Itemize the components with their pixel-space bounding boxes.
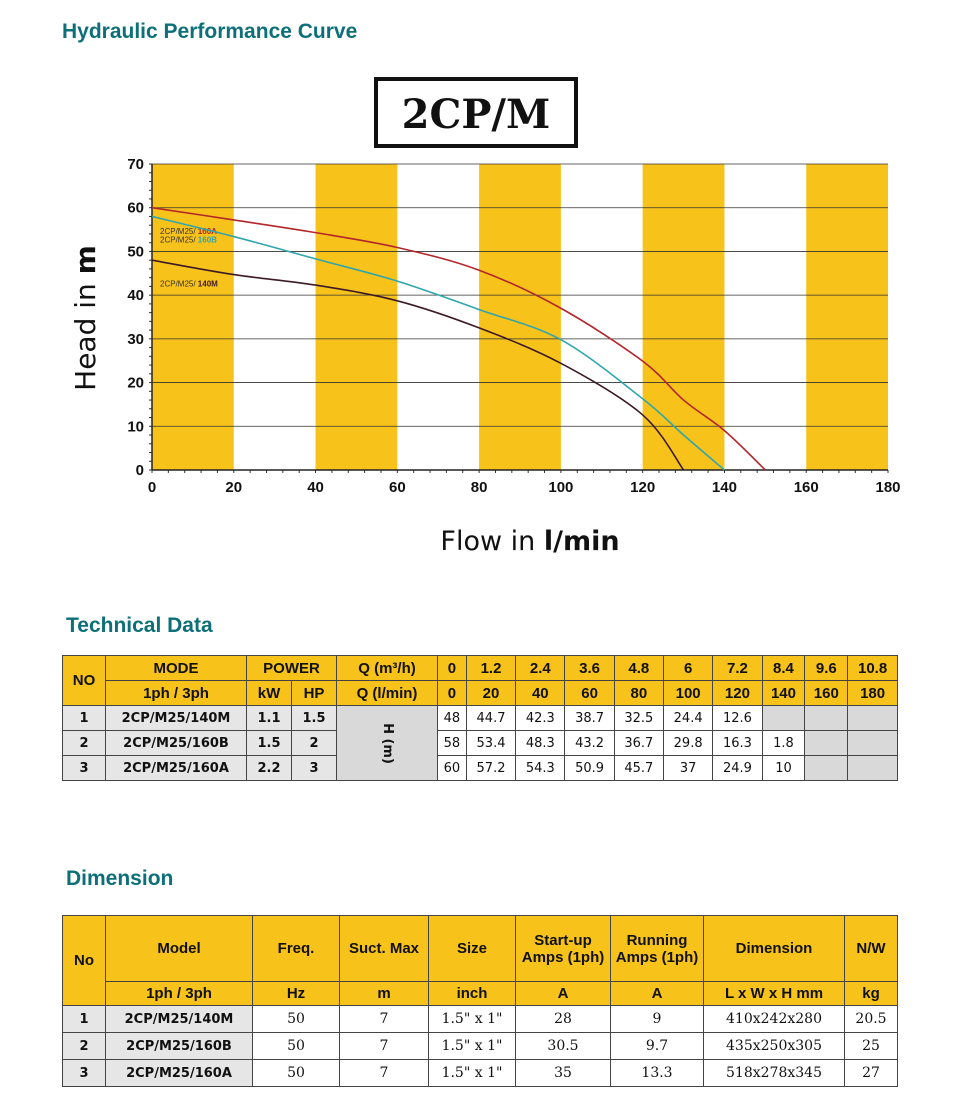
row-no: 1 [63,1006,106,1033]
col-power: POWER [247,656,337,681]
x-axis-label: Flow in l/min [440,526,620,557]
h-value: 43.2 [565,731,614,756]
row-suct: 7 [340,1033,429,1060]
row-kw: 2.2 [247,756,292,781]
h-value: 37 [664,756,713,781]
row-no: 3 [63,1060,106,1087]
row-hp: 3 [292,756,337,781]
col-mode: MODE [106,656,247,681]
h-value: 50.9 [565,756,614,781]
row-kw: 1.5 [247,731,292,756]
row-freq: 50 [253,1006,340,1033]
q-lmin-1: 20 [466,681,515,706]
row-running: 9 [611,1006,704,1033]
h-value: 45.7 [614,756,663,781]
h-value [848,756,898,781]
q-lmin-2: 40 [516,681,565,706]
row-no: 3 [63,756,106,781]
col-no: No [63,916,106,1006]
q-lmin-5: 100 [664,681,713,706]
h-value: 29.8 [664,731,713,756]
h-value: 48 [438,706,467,731]
col-nw: N/W [845,916,898,982]
y-tick-label: 10 [127,418,144,436]
col-phase: 1ph / 3ph [106,681,247,706]
q-m3h-0: 0 [438,656,467,681]
q-m3h-1: 1.2 [466,656,515,681]
h-value [805,731,848,756]
x-tick-label: 60 [388,479,406,496]
y-tick-label: 60 [127,199,144,217]
q-lmin-9: 180 [848,681,898,706]
row-no: 1 [63,706,106,731]
y-tick-label: 40 [127,287,144,305]
q-lmin-7: 140 [762,681,805,706]
series-label-160b: 2CP/M25/ 160B [160,235,217,245]
row-suct: 7 [340,1060,429,1087]
series-label-160a: 2CP/M25/ 160A [160,226,217,236]
unit-start: A [516,982,611,1006]
row-size: 1.5" x 1" [429,1033,516,1060]
col-size: Size [429,916,516,982]
x-tick-label: 40 [307,479,324,496]
row-dimension: 410x242x280 [704,1006,845,1033]
row-no: 2 [63,731,106,756]
y-tick-label: 50 [127,243,144,261]
table-row [63,1033,898,1060]
dimension-table [62,915,898,1087]
h-value: 24.4 [664,706,713,731]
technical-section-title: Technical Data [66,614,213,637]
col-no: NO [63,656,106,706]
chart-band [316,164,398,470]
unit-freq: Hz [253,982,340,1006]
col-suct: Suct. Max [340,916,429,982]
row-model: 2CP/M25/160B [106,731,247,756]
x-tick-label: 140 [711,479,737,496]
h-value: 36.7 [614,731,663,756]
chart-band [643,164,725,470]
x-tick-label: 100 [548,479,574,496]
col-start: Start-up Amps (1ph) [516,916,611,982]
performance-chart [0,60,960,570]
row-model: 2CP/M25/140M [106,1006,253,1033]
unit-suct: m [340,982,429,1006]
curve-section-title: Hydraulic Performance Curve [62,20,358,43]
row-freq: 50 [253,1033,340,1060]
col-hp: HP [292,681,337,706]
q-m3h-4: 4.8 [614,656,663,681]
q-m3h-2: 2.4 [516,656,565,681]
row-no: 2 [63,1033,106,1060]
h-value: 24.9 [713,756,762,781]
unit-nw: kg [845,982,898,1006]
row-model: 2CP/M25/140M [106,706,247,731]
h-value: 42.3 [516,706,565,731]
row-dimension: 518x278x345 [704,1060,845,1087]
h-value: 44.7 [466,706,515,731]
row-suct: 7 [340,1006,429,1033]
x-tick-label: 160 [793,479,819,496]
col-running: Running Amps (1ph) [611,916,704,982]
col-q-m3h: Q (m³/h) [337,656,438,681]
q-m3h-5: 6 [664,656,713,681]
row-hp: 2 [292,731,337,756]
unit-running: A [611,982,704,1006]
q-m3h-6: 7.2 [713,656,762,681]
h-value [848,706,898,731]
h-value: 38.7 [565,706,614,731]
y-axis-label: Head in m [69,245,102,391]
row-kw: 1.1 [247,706,292,731]
q-m3h-3: 3.6 [565,656,614,681]
h-value: 53.4 [466,731,515,756]
row-size: 1.5" x 1" [429,1060,516,1087]
h-value: 1.8 [762,731,805,756]
row-freq: 50 [253,1060,340,1087]
table-row [63,731,898,756]
x-tick-label: 120 [630,479,656,496]
unit-model: 1ph / 3ph [106,982,253,1006]
q-lmin-8: 160 [805,681,848,706]
x-tick-label: 180 [875,479,901,496]
y-tick-label: 30 [127,330,144,348]
row-model: 2CP/M25/160A [106,1060,253,1087]
x-tick-label: 0 [147,479,157,496]
y-tick-label: 70 [127,156,144,173]
row-nw: 25 [845,1033,898,1060]
row-start: 28 [516,1006,611,1033]
h-value [805,756,848,781]
h-label-cell [337,706,438,781]
series-label-140m: 2CP/M25/ 140M [160,279,218,289]
q-m3h-9: 10.8 [848,656,898,681]
row-model: 2CP/M25/160A [106,756,247,781]
row-hp: 1.5 [292,706,337,731]
h-value: 54.3 [516,756,565,781]
table-row [63,756,898,781]
h-value [762,706,805,731]
h-value: 12.6 [713,706,762,731]
col-model: Model [106,916,253,982]
row-start: 35 [516,1060,611,1087]
technical-data-table [62,655,898,781]
dimension-section-title: Dimension [66,867,174,890]
row-running: 13.3 [611,1060,704,1087]
row-dimension: 435x250x305 [704,1033,845,1060]
h-value: 10 [762,756,805,781]
chart-band [806,164,888,470]
q-lmin-4: 80 [614,681,663,706]
unit-size: inch [429,982,516,1006]
h-value: 58 [438,731,467,756]
h-label: H (m) [379,722,395,764]
chart-title: 2CP/M [401,91,551,138]
h-value [848,731,898,756]
q-lmin-0: 0 [438,681,467,706]
h-value: 32.5 [614,706,663,731]
x-tick-label: 80 [470,479,488,496]
unit-dimension: L x W x H mm [704,982,845,1006]
col-kw: kW [247,681,292,706]
row-nw: 27 [845,1060,898,1087]
h-value: 57.2 [466,756,515,781]
table-row [63,1006,898,1033]
x-tick-label: 20 [225,479,243,496]
chart-band [479,164,561,470]
row-start: 30.5 [516,1033,611,1060]
row-running: 9.7 [611,1033,704,1060]
col-q-lmin: Q (l/min) [337,681,438,706]
q-m3h-7: 8.4 [762,656,805,681]
h-value: 48.3 [516,731,565,756]
row-model: 2CP/M25/160B [106,1033,253,1060]
y-tick-label: 20 [127,374,144,392]
col-freq: Freq. [253,916,340,982]
table-row [63,706,898,731]
col-dimension: Dimension [704,916,845,982]
h-value: 60 [438,756,467,781]
h-value [805,706,848,731]
table-row [63,1060,898,1087]
q-lmin-3: 60 [565,681,614,706]
q-m3h-8: 9.6 [805,656,848,681]
row-size: 1.5" x 1" [429,1006,516,1033]
y-tick-label: 0 [135,462,144,479]
q-lmin-6: 120 [713,681,762,706]
h-value: 16.3 [713,731,762,756]
row-nw: 20.5 [845,1006,898,1033]
